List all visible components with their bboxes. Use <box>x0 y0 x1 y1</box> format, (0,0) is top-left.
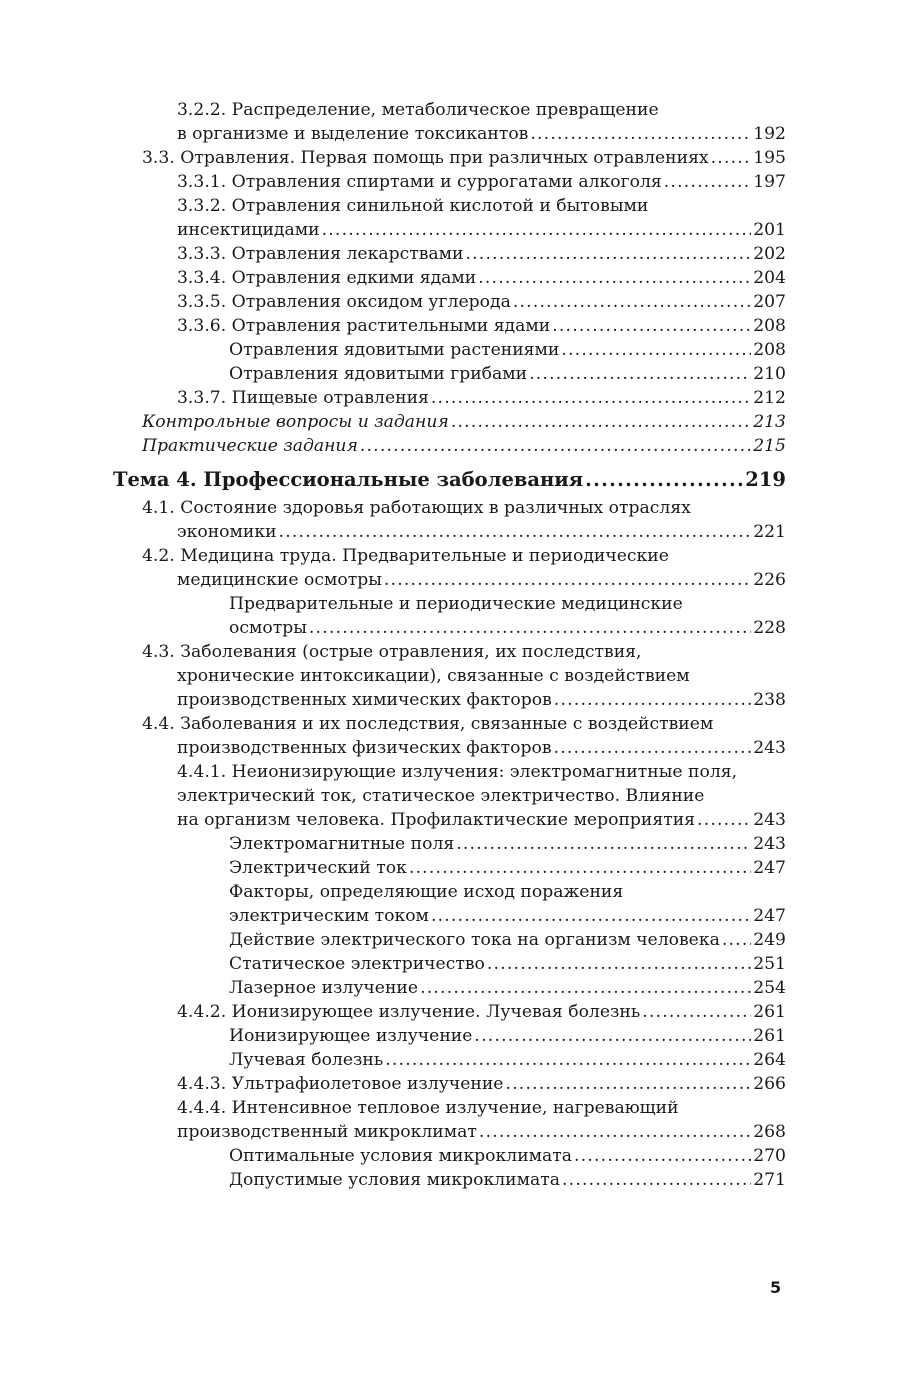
dot-leader <box>562 1168 751 1192</box>
toc-page-number: 204 <box>753 268 786 288</box>
toc-page-number: 210 <box>753 364 786 384</box>
toc-entry-text: Допустимые условия микроклимата <box>229 1170 561 1190</box>
dot-leader <box>697 808 751 832</box>
toc-entry-text: производственный микроклимат <box>177 1122 477 1142</box>
toc-entry-text: электрический ток, статическое электричество. Влияние <box>177 786 705 806</box>
toc-page-number: 192 <box>753 124 786 144</box>
toc-entry <box>0 760 786 832</box>
dot-leader <box>479 1120 751 1144</box>
dot-leader <box>456 832 751 856</box>
toc-entry <box>0 362 786 386</box>
dot-leader <box>554 688 751 712</box>
toc-entry <box>0 434 786 458</box>
toc-entry-text: Действие электрического тока на организм человека <box>229 930 720 950</box>
toc-entry-text: 3.2.2. Распределение, метаболическое превращение <box>177 100 659 120</box>
toc-page-number: 219 <box>745 468 786 491</box>
dot-leader <box>279 520 752 544</box>
dot-leader <box>554 736 752 760</box>
toc-page-number: 197 <box>753 172 786 192</box>
toc-page-number: 208 <box>753 316 786 336</box>
toc-page-number: 228 <box>753 618 786 638</box>
dot-leader <box>360 434 751 458</box>
toc-entry <box>0 266 786 290</box>
toc-page-number: 270 <box>753 1146 786 1166</box>
toc-entry-text: Тема 4. Профессиональные заболевания <box>113 468 584 491</box>
toc-entry-text: Предварительные и периодические медицинские <box>229 594 683 614</box>
toc-entry-text: производственных физических факторов <box>177 738 552 758</box>
dot-leader <box>431 904 751 928</box>
toc-page-number: 226 <box>753 570 786 590</box>
toc-entry-text: медицинские осмотры <box>177 570 382 590</box>
toc-entry-text: Лазерное излучение <box>229 978 419 998</box>
toc-entry-text: Электромагнитные поля <box>229 834 455 854</box>
toc-entry-text: 3.3.6. Отравления растительными ядами <box>177 316 551 336</box>
toc-entry-text: Ионизирующее излучение <box>229 1026 473 1046</box>
toc-entry <box>0 1000 786 1024</box>
toc-entry <box>0 98 786 146</box>
toc-page-number: 261 <box>753 1026 786 1046</box>
toc-entry-text: хронические интоксикации), связанные с воздействием <box>177 666 690 686</box>
toc-entry-text: 3.3.3. Отравления лекарствами <box>177 244 464 264</box>
toc-entry <box>0 194 786 242</box>
toc-entry-text: Отравления ядовитыми растениями <box>229 340 560 360</box>
dot-leader <box>642 1000 751 1024</box>
toc-page-number: 212 <box>753 388 786 408</box>
dot-leader <box>574 1144 751 1168</box>
toc-page-number: 195 <box>753 148 786 168</box>
table-of-contents <box>0 98 900 1192</box>
toc-page-number: 261 <box>753 1002 786 1022</box>
toc-entry <box>0 1144 786 1168</box>
dot-leader <box>561 338 751 362</box>
toc-entry <box>0 640 786 712</box>
toc-entry-text: экономики <box>177 522 277 542</box>
toc-page-number: 238 <box>753 690 786 710</box>
toc-entry <box>0 338 786 362</box>
toc-entry <box>0 952 786 976</box>
toc-entry <box>0 386 786 410</box>
toc-entry <box>0 290 786 314</box>
dot-leader <box>431 386 751 410</box>
toc-entry-text: 4.4.3. Ультрафиолетовое излучение <box>177 1074 504 1094</box>
toc-entry <box>0 976 786 1000</box>
dot-leader <box>513 290 751 314</box>
toc-entry <box>0 1072 786 1096</box>
toc-entry-text: в организме и выделение токсикантов <box>177 124 529 144</box>
toc-entry-text: Контрольные вопросы и задания <box>142 412 449 432</box>
toc-entry-text: 4.4.2. Ионизирующее излучение. Лучевая болезнь <box>177 1002 641 1022</box>
toc-page-number: 243 <box>753 834 786 854</box>
toc-entry <box>0 410 786 434</box>
toc-entry-text: производственных химических факторов <box>177 690 552 710</box>
toc-entry <box>0 856 786 880</box>
toc-entry-text: 4.1. Состояние здоровья работающих в различных отраслях <box>142 498 691 518</box>
dot-leader <box>530 122 751 146</box>
dot-leader <box>505 1072 751 1096</box>
toc-entry <box>0 1048 786 1072</box>
toc-entry-text: 3.3.7. Пищевые отравления <box>177 388 429 408</box>
toc-entry-text: 3.3.5. Отравления оксидом углерода <box>177 292 511 312</box>
toc-page-number: 266 <box>753 1074 786 1094</box>
toc-entry-text: 4.3. Заболевания (острые отравления, их последствия, <box>142 642 642 662</box>
toc-entry <box>0 592 786 640</box>
toc-entry-text: Факторы, определяющие исход поражения <box>229 882 624 902</box>
toc-page-number: 208 <box>753 340 786 360</box>
dot-leader <box>409 856 751 880</box>
toc-page-number: 251 <box>753 954 786 974</box>
toc-entry <box>0 146 786 170</box>
toc-entry <box>0 1096 786 1144</box>
toc-page-number: 243 <box>753 738 786 758</box>
toc-page-number: 201 <box>753 220 786 240</box>
toc-page-number: 221 <box>753 522 786 542</box>
toc-entry-text: Отравления ядовитыми грибами <box>229 364 528 384</box>
toc-entry <box>0 1168 786 1192</box>
dot-leader <box>420 976 751 1000</box>
toc-entry-text: Оптимальные условия микроклимата <box>229 1146 573 1166</box>
toc-entry <box>0 496 786 544</box>
toc-entry <box>0 712 786 760</box>
dot-leader <box>478 266 751 290</box>
toc-page-number: 247 <box>753 858 786 878</box>
toc-page-number: 271 <box>753 1170 786 1190</box>
toc-entry <box>0 314 786 338</box>
toc-page-number: 215 <box>753 436 786 456</box>
dot-leader <box>711 146 752 170</box>
dot-leader <box>451 410 751 434</box>
toc-entry <box>0 170 786 194</box>
dot-leader <box>309 616 751 640</box>
toc-entry-text: 3.3.1. Отравления спиртами и суррогатами алкоголя <box>177 172 662 192</box>
toc-entry-text: 3.3.4. Отравления едкими ядами <box>177 268 477 288</box>
dot-leader <box>585 466 743 494</box>
toc-page-number: 213 <box>753 412 786 432</box>
toc-entry <box>0 1024 786 1048</box>
toc-chapter-entry <box>0 466 786 494</box>
toc-entry-text: электрическим током <box>229 906 429 926</box>
toc-entry <box>0 544 786 592</box>
toc-entry-text: 4.4.1. Неионизирующие излучения: электромагнитные поля, <box>177 762 738 782</box>
dot-leader <box>385 1048 751 1072</box>
toc-entry-text: 4.4. Заболевания и их последствия, связанные с воздействием <box>142 714 714 734</box>
toc-entry-text: Статическое электричество <box>229 954 485 974</box>
toc-entry <box>0 928 786 952</box>
toc-entry <box>0 832 786 856</box>
dot-leader <box>529 362 751 386</box>
toc-entry-text: Лучевая болезнь <box>229 1050 384 1070</box>
dot-leader <box>384 568 751 592</box>
toc-entry-text: 3.3.2. Отравления синильной кислотой и бытовыми <box>177 196 649 216</box>
toc-page-number: 268 <box>753 1122 786 1142</box>
dot-leader <box>722 928 751 952</box>
toc-entry-text: осмотры <box>229 618 307 638</box>
toc-page-number: 207 <box>753 292 786 312</box>
toc-entry-text: 4.2. Медицина труда. Предварительные и периодические <box>142 546 669 566</box>
toc-entry-text: 4.4.4. Интенсивное тепловое излучение, нагревающий <box>177 1098 679 1118</box>
dot-leader <box>465 242 751 266</box>
toc-page-number: 264 <box>753 1050 786 1070</box>
toc-page-number: 254 <box>753 978 786 998</box>
page-number: 5 <box>770 1278 782 1297</box>
toc-entry-text: Практические задания <box>142 436 358 456</box>
dot-leader <box>552 314 751 338</box>
toc-entry-text: инсектицидами <box>177 220 320 240</box>
toc-entry-text: на организм человека. Профилактические мероприятия <box>177 810 696 830</box>
toc-entry-text: Электрический ток <box>229 858 407 878</box>
toc-entry <box>0 880 786 928</box>
dot-leader <box>664 170 751 194</box>
dot-leader <box>322 218 752 242</box>
toc-page-number: 247 <box>753 906 786 926</box>
dot-leader <box>474 1024 751 1048</box>
dot-leader <box>487 952 751 976</box>
toc-page-number: 249 <box>753 930 786 950</box>
toc-entry <box>0 242 786 266</box>
toc-entry-text: 3.3. Отравления. Первая помощь при различных отравлениях <box>142 148 709 168</box>
toc-page-number: 243 <box>753 810 786 830</box>
toc-page-number: 202 <box>753 244 786 264</box>
